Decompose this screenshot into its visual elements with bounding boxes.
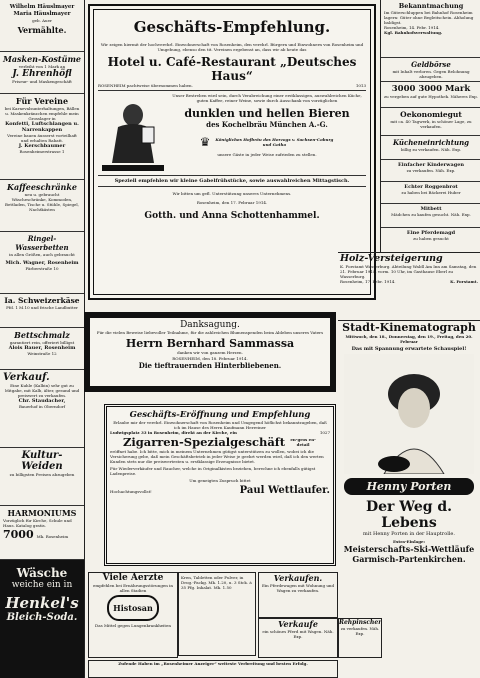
kaffee-body: Wäscheschränke, Kommoden, Bettladen, Tische u. Stühle, Spiegel, Nachtkästen — [5, 197, 79, 212]
harmonium-ad — [0, 506, 84, 560]
bekannt-body: Im Güterschluppen bei Bahnhof Rosenheim lagern: Güter ohne Begleitschein. Abholung baldigst. — [384, 10, 474, 25]
kino-film: Der Weg d. Lebens — [365, 499, 453, 531]
verkaufe-title: Verkaufe — [278, 619, 318, 629]
verkaufen-body: Ein Pferdewagen mit Wohnung und Wagen zu verkaufen. — [261, 583, 335, 593]
roggen-body: zu haben bei Bäckerei Huber — [401, 190, 461, 195]
hotel-beer: dunklen und hellen Bieren — [184, 107, 350, 120]
costume-line: verleiht von 1 Mark an — [18, 64, 66, 69]
kino-ad — [338, 320, 480, 677]
hotel-name: Hotel u. Café-Restaurant „Deutsches Haus“ — [107, 55, 357, 83]
hotel-date: Rosenheim, den 17. Februar 1914. — [196, 200, 268, 205]
henkel-line4: Bleich-Soda. — [6, 612, 78, 623]
hotel-ad-title: Geschäfts-Empfehlung. — [133, 18, 331, 36]
hotel-phone: 1013 — [355, 83, 366, 88]
verkaufe-body: ein schönes Pferd mit Wagen. Näh. Exp. — [262, 629, 334, 639]
zig-phone: 1027 — [319, 430, 330, 435]
rehpinscher-title: Rehpinscher — [339, 619, 382, 626]
wedding-names: Wilhelm Häuslmayer Maria Häuslmayer — [9, 4, 75, 17]
dank-thanks: danken wir von ganzem Herzen. — [177, 350, 243, 355]
rehpinscher-body: zu verkaufen. Näh. Exp. — [340, 626, 380, 636]
geld-ad — [381, 58, 480, 82]
bekannt-ad — [381, 0, 480, 58]
kino-title: Stadt-Kinematograph — [342, 321, 476, 334]
roggen-title: Echter Roggenbrot — [404, 184, 458, 190]
kaffee-ad — [0, 180, 84, 232]
bekannt-title: Bekanntmachung — [398, 2, 464, 10]
tingel-body: in allen Größen, auch gebraucht — [9, 252, 75, 257]
kino-dates: Mittwoch, den 18., Donnerstag, den 19., Freitag, den 20. Februar — [345, 334, 473, 344]
zig-title: Geschäfts-Eröffnung und Empfehlung — [129, 410, 311, 420]
mark-amount: 3000 3000 Mark — [391, 84, 471, 94]
verkauf-ad — [0, 370, 84, 448]
kino-place: Garmisch-Partenkirchen. — [352, 554, 466, 564]
anzeiger-ad — [88, 660, 338, 678]
hotel-ad — [88, 4, 376, 300]
aerzte-body: empfehlen bei Ernährungsstörungen in allen Stadien — [93, 583, 173, 593]
verkauf-firm: Chr. Staudacher, — [18, 398, 66, 404]
dank-name: Herrn Bernhard Sammassa — [125, 337, 295, 350]
pferd-body: zu haben gesucht — [413, 236, 449, 241]
henkel-line2: weiche ein in — [11, 580, 73, 590]
left-column — [0, 0, 85, 678]
holz-body: K. Forstamt Wasserburg. Abteilung Waldl Am Inn am Samstag, den 21. Februar 1914, vorm. 10 Uhr, im Gasthause Eberl zu Wasserburg. — [340, 264, 477, 279]
anzeiger-title: Zufende Haben im „Rosenheimer Anzeiger“ weiteste Verbreitung und besten Erfolg. — [118, 661, 308, 666]
dank-title: Danksagung. — [180, 320, 240, 330]
zig-intro: Erlaube mir der verehrl. Einwohnerschaft von Rosenheim und Umgegend höflichst bekanntzugeben, daß ich im Hause des Herrn Kaufmann Herreiner — [113, 420, 327, 430]
harmonium-title: HARMONIUMS — [7, 508, 77, 518]
kueche-ad — [381, 136, 480, 160]
crest-icon: ♛ — [199, 135, 211, 149]
zigarren-ad — [104, 404, 336, 566]
henkel-line3: Henkel's — [5, 594, 79, 612]
holz-date: Rosenheim, 17. Febr. 1914. — [340, 279, 396, 284]
zig-name: Zigarren-Spezialgeschäft — [122, 435, 286, 449]
zig-respect: Hochachtungsvollst! — [110, 489, 152, 494]
kultur-ad — [0, 448, 84, 506]
hotel-sign: Gotth. und Anna Schottenhammel. — [144, 211, 320, 221]
harmonium-price: 7000 — [3, 528, 34, 541]
kino-extra: Extra-Einlage: — [392, 539, 426, 544]
einfach-ad — [381, 160, 480, 182]
tingel-title: Ringel-Wasserbetten — [15, 234, 69, 252]
aerzte-sub: Das Mittel gegen Lungenkrankheiten — [95, 623, 171, 628]
einfach-body: zu verkaufen. Näh. Exp. — [406, 168, 456, 173]
henkel-ad — [0, 560, 84, 678]
costume-sub: Friseur- und Maskengeschäft — [12, 79, 72, 84]
kaffee-sub: neu u. gebraucht — [24, 192, 60, 197]
zig-resale: Für Wiederverkäufer und Raucher, welche in Originalkisten beziehen, berechne ich ebenfalls gütigst Ladenpreise. — [110, 466, 316, 476]
verkaufen-title: Verkaufen. — [273, 573, 323, 583]
aerzte-title: Viele Aerzte — [102, 573, 164, 583]
verkauf-addr: Bauerhof in Oberndorf — [18, 404, 66, 409]
vereine-body: bei Karnevalsunterhaltungen, Bällen u. Maskenkränzchen empfehle mein Grosslager in — [4, 106, 80, 121]
zig-addr: Ludwigsplatz 33 in Rosenheim, direkt an der Kirche, ein — [110, 430, 237, 435]
monk-beer-illustration — [98, 93, 168, 173]
vereine-ad — [0, 94, 84, 180]
zig-tag: en-gros en-detail — [290, 437, 316, 447]
mitzbett-body: Mädchen zu kaufen gesucht. Näh. Exp. — [391, 212, 471, 217]
vereine-title: Für Vereine — [15, 96, 69, 106]
hotel-cont: unsere Gäste in jeder Weise zufrieden zu stellen. — [217, 152, 317, 157]
vereine-note: Vereine bauen äusserst vorteilhaft und erhalten Rabatt. — [7, 133, 77, 143]
oeko-ad — [381, 108, 480, 136]
einfach-title: Einfacher Kinderwagen — [397, 162, 465, 168]
kueche-title: Kücheneinrichtung — [392, 138, 470, 147]
kren-ad — [178, 572, 256, 656]
costume-title: Masken-Kostüme — [3, 54, 81, 64]
right-column — [380, 0, 480, 252]
schmalz-firm: Alois Bauer, Rosenheim — [8, 345, 76, 351]
schmalz-title: Bettschmalz — [14, 330, 70, 340]
vereine-items: Konfetti, Luftschlangen u. Narrenkappen — [5, 121, 79, 133]
holz-title: Holz-Versteigerung — [340, 253, 443, 264]
tingel-addr: Färberstraße 10 — [25, 266, 59, 271]
histosan-brand: Histosan — [107, 595, 159, 621]
kultur-title: Kultur-Weiden — [21, 450, 63, 472]
hotel-closing: Wir bitten um gefl. Unterstützung unseres Unternehmens. — [172, 191, 292, 196]
geld-body: mit Inhalt verloren. Gegen Belohnung abzugeben. — [392, 69, 470, 79]
costume-name: J. Ehrenhöfl — [12, 69, 72, 79]
hotel-body: Unser Bestreben wird sein, durch Verabreichung einer erstklassigen, auswahlreichen Küche, guten Kaffee, reiner Weine, sowie durch Ausschank von vorzüglichen — [172, 93, 362, 103]
kaffee-title: Kaffeeschränke — [7, 182, 77, 192]
oeko-body: mit ca. 40 Tagwerk, in schöner Lage, zu verkaufen. — [390, 119, 472, 129]
hotel-special: Speziell empfehlen wir kleine Gabelfrühstücke, sowie auswahlreichen Mittagstisch. — [114, 178, 350, 184]
dank-date: ROSENHEIM, den 18. Februar 1914. — [172, 356, 248, 361]
wedding-title: Vermählte. — [17, 25, 67, 35]
mark-body: zu vergeben auf gute Hypothek. Näheres Exp. — [384, 94, 478, 99]
geld-title: Geldbörse — [411, 60, 451, 69]
verkauf-title: Verkauf. — [3, 372, 50, 383]
dank-sign: Die tieftrauernden Hinterbliebenen. — [138, 361, 282, 370]
kaese-title: Ia. Schweizerkäse — [4, 296, 80, 305]
actress-portrait — [344, 354, 474, 474]
mark-ad — [381, 82, 480, 108]
costume-ad — [0, 52, 84, 94]
schmalz-body: garantiert rein, offeriert billigst — [9, 340, 75, 345]
schmalz-addr: Weinstraße 12 — [27, 351, 57, 356]
kino-star: Henny Porten — [344, 478, 474, 495]
vereine-addr: Rosenheimerstrasse 1 — [19, 149, 65, 154]
hotel-seal: Königliches Hofbräu des Herzogs v. Sachsen-Coburg und Gotha — [215, 137, 334, 147]
holz-sign: K. Forstamt. — [450, 279, 478, 284]
kren-body: Kren, Tabletten oder Pulver, in Drog.-Packg. Mk. 1.20, u. 3 Stck. à 35 Pfg. Inhalat. Mk. 1.50 — [181, 575, 252, 590]
kaese-ad — [0, 294, 84, 328]
dank-body: Für die vielen Beweise liebevoller Teilnahme, für die zahlreichen Blumenspenden beim Ableben unseres Vaters — [96, 330, 324, 335]
verkauf-body: Eine Kuhle (Kalbin) sehr gut zu Mitgabe, mit Kalb, älter, gesund und preiswert zu verkaufen. — [4, 383, 80, 398]
hotel-place: ROSENHEIM pachtweise übernommen haben. — [98, 83, 193, 88]
kino-tease: Das mit Spannung erwartete Schauspiel! — [351, 346, 467, 352]
verkaufen-ad — [258, 572, 338, 618]
zig-sign: Paul Wettlaufer. — [239, 485, 330, 496]
bekannt-sign: Kgl. Bahnhofsverwaltung. — [384, 30, 443, 35]
hotel-brewery: des Kochelbräu München A.-G. — [206, 120, 328, 129]
pferd-ad — [381, 228, 480, 250]
roggen-ad — [381, 182, 480, 204]
henkel-line1: Wäsche — [16, 566, 68, 580]
bekannt-date: Rosenheim, 14. Febr. 1914. — [384, 25, 440, 30]
zig-body: eröffnet habe. Ich bitte, mich in meinem Unternehmen gütigst unterstützen zu wollen, wobei ich die Versicherung gebe, daß mein Geschäftsbetrieb in jeder Weise je geehrt werden wird, daß ich den werten Kunden stets nur die preiswertesten u. erstklassige Erzeugnisse bietet. — [110, 449, 324, 464]
kino-cast: mit Henny Porten in der Hauptrolle. — [363, 531, 455, 537]
harmonium-unit: Mk. Rosenheim — [36, 534, 69, 539]
holz-ad — [338, 252, 480, 318]
pferd-title: Eine Pferdemagd — [406, 230, 456, 236]
aerzte-ad — [88, 572, 178, 658]
tingel-firm: Mich. Wagner, Rosenheim — [5, 260, 79, 266]
kueche-body: billig zu verkaufen. Näh. Exp. — [400, 147, 462, 152]
mitzbett-ad — [381, 204, 480, 228]
zig-closing: Um geneigten Zuspruch bittet — [189, 478, 251, 483]
wedding-sub: geb. Auer — [32, 18, 52, 23]
kultur-body: zu billigsten Preisen abzugeben — [9, 472, 75, 477]
harmonium-body: Vorzüglich für Kirche, Schule und Haus. Katalog gratis. — [3, 518, 72, 528]
tingel-ad — [0, 232, 84, 294]
mitzbett-title: Mitbett — [420, 206, 442, 212]
danksagung-ad — [84, 312, 336, 392]
verkaufe-ad — [258, 618, 338, 658]
oeko-title: Oekonomiegut — [400, 110, 462, 119]
schmalz-ad — [0, 328, 84, 370]
wedding-notice — [0, 0, 84, 52]
hotel-ad-intro: Wir zeigen hiermit der hochverehrl. Einwohnerschaft von Rosenheim, den verehrl. Bürgern und Einwohnern von Rosenheim und Umgebung, ebenso den tit. Vereinen ergebenst an, dass wir ab heute das — [100, 42, 364, 52]
kino-sport: Meisterschafts-Ski-Wettläufe — [343, 544, 475, 554]
vereine-firm: J. Kerschbaumer — [18, 143, 66, 149]
kaese-body: Pfd. 1 M.10 und frische Landbutter — [6, 305, 78, 310]
